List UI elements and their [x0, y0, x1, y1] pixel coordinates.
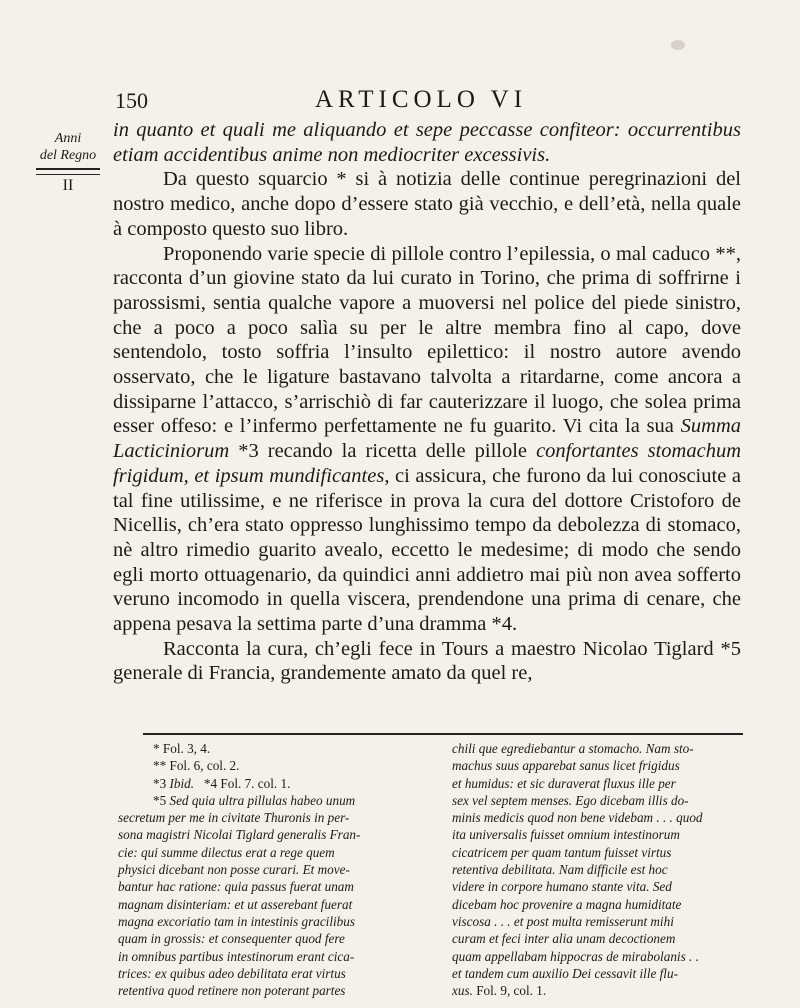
footnote-5-line: cicatricem per quam tantum fuisset virtus — [452, 844, 672, 860]
paragraph-3 — [113, 242, 741, 637]
paragraph-3-part-a: Proponendo varie specie di pillole contro l’epilessia, o mal caduco **, racconta d’un giovine stato da lui curato in Torino, che prima di soffrirne i parossismi, sentia qualche vapore a muoversi nel police del piede sinistro, che a poco a poco salìa su per le altre membra fino al capo, dove sentendolo, tosto soffria l’insulto epilettico: il nostro autore avendo osservato, che le ligature bastavano talvolta a ritardarne, come ancora a dissiparne l’attacco, s’arrischiò di far cauterizzare il luogo, che solea prima esser offeso: e l’infermo perfettamente ne fu guarito. Vi cita la sua — [113, 242, 741, 438]
paragraph-latin-quote — [113, 118, 741, 167]
paragraph-2: Da questo squarcio * si à notizia delle continue peregrinazioni del nostro medico, anche dopo d’essere stato già vecchio, e dell’età, nella quale à composto questo suo libro. — [113, 168, 741, 240]
footnote-5-line: cie: qui summe dilectus erat a rege quem — [118, 844, 335, 860]
footnote-5-line: chili que egrediebantur a stomacho. Nam sto- — [452, 741, 694, 756]
latin-quote: in quanto et quali me aliquando et sepe peccasse confiteor: occurrentibus etiam accidentibus anime non mediocriter excessivis. — [113, 119, 741, 166]
margin-year-number: II — [62, 177, 74, 194]
footnote-5-line: quam in grossis: et consequenter quod fere — [118, 931, 345, 947]
footnote-5-line: physici dicebant non posse curari. Et move- — [118, 862, 350, 878]
footnote-5-line-1 — [118, 792, 438, 809]
paragraph-4: Racconta la cura, ch’egli fece in Tours a maestro Nicolao Tiglard *5 generale di Francia, grandemente amato da quel re, — [113, 637, 741, 685]
paragraph-3-part-c: , ci assicura, che furono da lui conosciute a tal fine utilissime, e ne riferisce in prova la cura del dottore Cristoforo de Nicellis, ch’era stato oppresso lunghissimo tempo da debolezza di stomaco, nè altro rimedio guarito avealo, eccetto le medesime; di modo che sendo egli morto ottuagenario, da quindici anni addietro mai più non avea sofferto veruno incomodo in quella viscera, prendendone una prima di cenare, che appena pesava la settima parte d’una dramma *4. — [113, 464, 741, 636]
footnote-5-text-1: Sed quia ultra pillulas habeo unum — [169, 792, 356, 808]
footnote-5-line: et tandem cum auxilio Dei cessavit ille flu- — [452, 965, 678, 981]
footnote-5-last-italic: xus. — [452, 983, 473, 999]
footnote-5-line: secretum per me in civitate Thuronis in per- — [118, 810, 350, 826]
footnote-5-line: curam et feci inter alia unam decoctionem — [452, 931, 676, 947]
footnote-5-line: retentiva quod retinere non poterant partes — [118, 983, 346, 999]
footnote-5-line: viscosa . . . et post multa remisserunt mihi — [452, 913, 674, 929]
footnote-separator — [143, 733, 743, 735]
footnote-5-last-line — [452, 982, 744, 999]
footnote-3-ref: *3 — [153, 775, 167, 791]
footnotes-right-column — [452, 740, 744, 999]
margin-note — [28, 130, 108, 195]
footnote-5-line: bantur hac ratione: quia passus fuerat unam — [118, 879, 354, 895]
footnote-5-citation: Fol. 9, col. 1. — [472, 983, 547, 999]
page-header — [115, 86, 745, 116]
footnote-5-line: et humidus: et sic duraverat fluxus ille per — [452, 775, 676, 791]
footnote-5-line: trices: ex quibus adeo debilitata erat virtus — [118, 965, 346, 981]
footnote-5-line: retentiva debilitata. Nam difficile est hoc — [452, 862, 668, 878]
footnote-3-4 — [118, 775, 438, 792]
footnote-5-line: dicebam hoc provenire a magna humiditate — [452, 896, 682, 912]
footnote-5-line: ita universalis fuisset omnium intestinorum — [452, 827, 680, 843]
margin-years-label-2: del Regno — [39, 148, 97, 163]
paragraph-3-part-b: *3 recando la ricetta delle pillole — [229, 440, 537, 463]
footnote-5-line: machus suus apparebat sanus licet frigidus — [452, 758, 680, 774]
pill-latin-name: confortantes stomachum frigidum, et ipsum mundificantes — [113, 440, 741, 487]
main-text — [113, 118, 741, 686]
footnote-5-line: magna excoriatio tam in intestinis gracilibus — [118, 913, 355, 929]
footnotes-left-column — [118, 740, 438, 999]
footnote-5-line: videre in corpore humano stante vita. Sed — [452, 879, 672, 895]
summa-lacticiniorum-title: Summa Lacticiniorum — [113, 415, 741, 463]
running-head: ARTICOLO VI — [315, 86, 528, 113]
footnote-1: * Fol. 3, 4. — [153, 741, 211, 756]
footnote-4: *4 Fol. 7. col. 1. — [203, 775, 291, 791]
footnote-2: ** Fol. 6, col. 2. — [153, 758, 240, 774]
page-number: 150 — [115, 88, 148, 113]
footnote-3-ibid: Ibid. — [169, 775, 195, 791]
footnote-5-line: in omnibus partibus intestinorum erant cica- — [118, 948, 355, 964]
margin-rule — [36, 168, 100, 175]
margin-years-label-1: Anni — [54, 131, 82, 146]
ink-stain — [671, 40, 685, 50]
footnote-5-line: sex vel septem menses. Ego dicebam illis do- — [452, 792, 689, 808]
footnote-5-line: magnam disinteriam: et ut asserebant fuerat — [118, 896, 353, 912]
footnote-5-line: sona magistri Nicolai Tiglard generalis Fran- — [118, 827, 361, 843]
footnote-5-ref: *5 — [153, 792, 167, 808]
footnote-5-line: minis medicis quod non bene videbam . . . quod — [452, 810, 703, 826]
footnote-5-line: quam appellabam hippocras de mirabolanis . . — [452, 948, 699, 964]
